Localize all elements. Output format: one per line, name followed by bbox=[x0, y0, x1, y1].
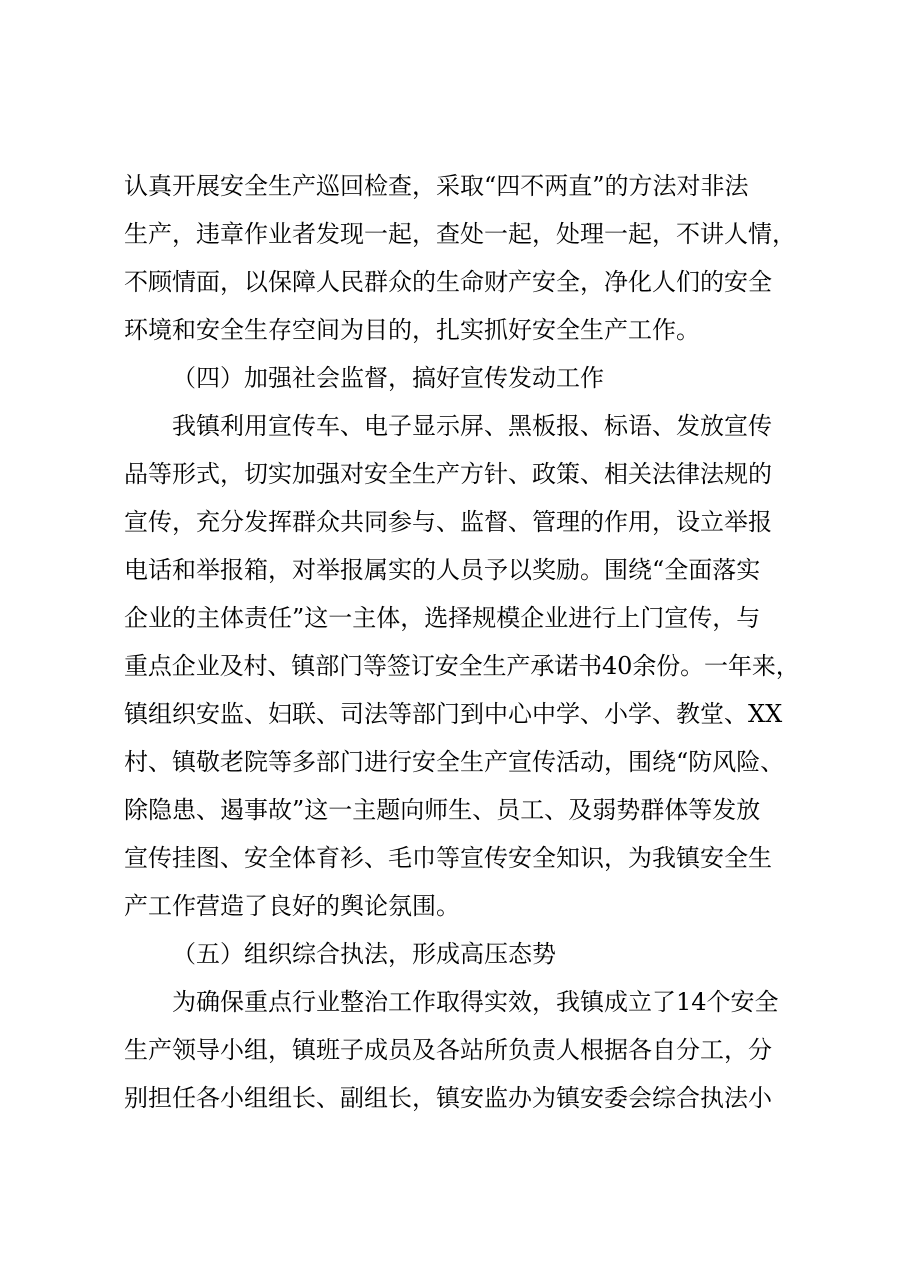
text-line-7: 品等形式，切实加强对安全生产方针、政策、相关法律法规的 bbox=[124, 460, 772, 488]
text-line-13: 村、镇敬老院等多部门进行安全生产宣传活动，围绕“防风险、 bbox=[124, 748, 785, 776]
text-line-4: 环境和安全生存空间为目的，扎实抓好安全生产工作。 bbox=[124, 316, 700, 344]
text-line-15: 宣传挂图、安全体育衫、毛巾等宣传安全知识，为我镇安全生 bbox=[124, 844, 772, 872]
text-line-14: 除隐患、遏事故”这一主题向师生、员工、及弱势群体等发放 bbox=[124, 796, 761, 824]
text-line-3: 不顾情面，以保障人民群众的生命财产安全，净化人们的安全 bbox=[124, 268, 772, 296]
text-line-1: 认真开展安全生产巡回检查，采取“四不两直”的方法对非法 bbox=[124, 172, 749, 200]
text-line-18: 为确保重点行业整治工作取得实效，我镇成立了14个安全 bbox=[172, 988, 779, 1016]
text-line-11: 重点企业及村、镇部门等签订安全生产承诺书40余份。一年来， bbox=[124, 652, 800, 680]
text-line-19: 生产领导小组，镇班子成员及各站所负责人根据各自分工，分 bbox=[124, 1036, 772, 1064]
text-line-10: 企业的主体责任”这一主体，选择规模企业进行上门宣传，与 bbox=[124, 604, 761, 632]
text-line-20: 别担任各小组组长、副组长，镇安监办为镇安委会综合执法小 bbox=[124, 1084, 772, 1112]
text-line-9: 电话和举报箱，对举报属实的人员予以奖励。围绕“全面落实 bbox=[124, 556, 761, 584]
section-heading-5: （五）组织综合执法，形成高压态势 bbox=[172, 940, 556, 968]
section-heading-4: （四）加强社会监督，搞好宣传发动工作 bbox=[172, 364, 604, 392]
text-line-8: 宣传，充分发挥群众共同参与、监督、管理的作用，设立举报 bbox=[124, 508, 772, 536]
text-line-12: 镇组织安监、妇联、司法等部门到中心中学、小学、教堂、XX bbox=[124, 700, 783, 728]
text-line-16: 产工作营造了良好的舆论氛围。 bbox=[124, 892, 460, 920]
text-line-6: 我镇利用宣传车、电子显示屏、黑板报、标语、发放宣传 bbox=[172, 412, 772, 440]
text-line-2: 生产，违章作业者发现一起，查处一起，处理一起，不讲人情， bbox=[124, 220, 796, 248]
